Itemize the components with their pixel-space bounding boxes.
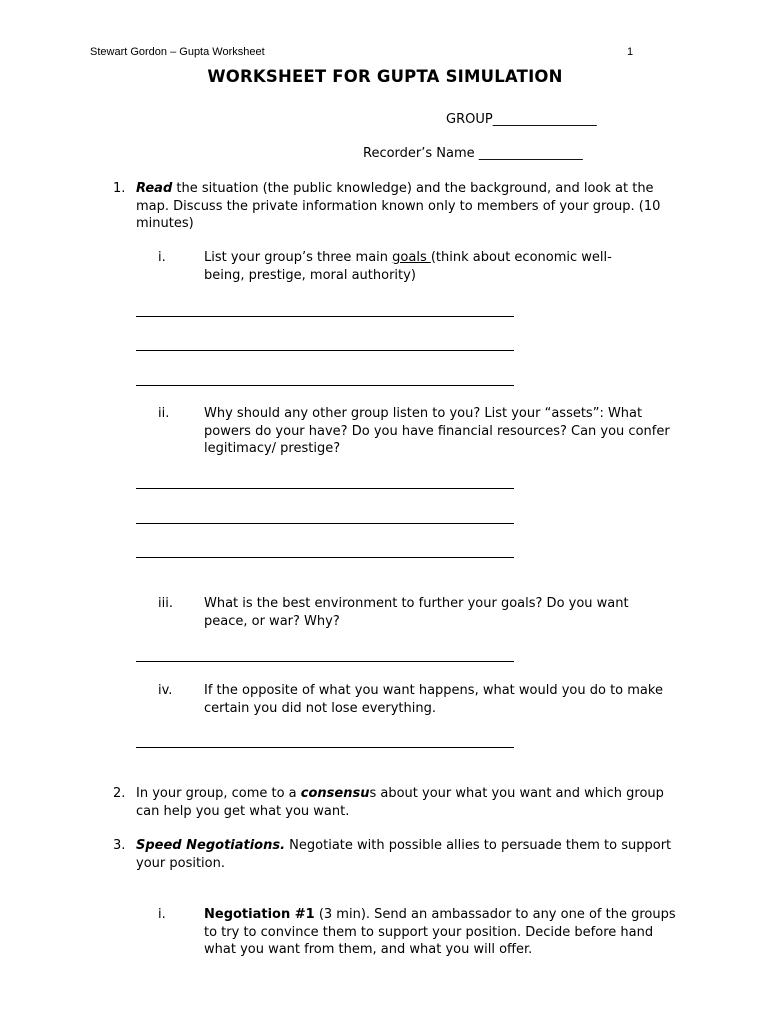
speed-negotiations-emphasis: Speed Negotiations. [136, 838, 286, 853]
recorder-field: Recorder’s Name ________________ [363, 146, 583, 161]
item-2-text [136, 785, 676, 820]
sub-item-i-before: List your group’s three main [204, 250, 393, 265]
answer-line[interactable] [136, 385, 514, 386]
item-number: 2. [113, 786, 126, 801]
item-1-bold-word: Read [136, 181, 173, 196]
sub-item-number: iv. [158, 683, 173, 698]
sub-item-number: i. [158, 907, 166, 922]
page-header: Stewart Gordon – Gupta Worksheet [90, 46, 265, 58]
negotiation-1-text [204, 906, 676, 959]
answer-line[interactable] [136, 488, 514, 489]
answer-line[interactable] [136, 350, 514, 351]
negotiation-1-label: Negotiation #1 [204, 907, 315, 922]
item-1-body: the situation (the public knowledge) and the background, and look at the map. Discuss the private information known only to members of your group. (10 minutes) [136, 181, 661, 231]
page-title: WORKSHEET FOR GUPTA SIMULATION [207, 67, 563, 86]
item-2-before: In your group, come to a [136, 786, 301, 801]
answer-line[interactable] [136, 661, 514, 662]
sub-item-number: i. [158, 250, 166, 265]
item-number: 3. [113, 838, 126, 853]
item-1-text [136, 180, 676, 233]
negotiation-1-body: (3 min). Send an ambassador to any one of the groups to try to convince them to support your position. Decide before hand what you want from them, and what you will offer. [204, 907, 676, 957]
answer-line[interactable] [136, 557, 514, 558]
sub-item-i-after: (think about economic well-being, prestige, moral authority) [204, 250, 612, 283]
item-2-after: s about your what you want and which group can help you get what you want. [136, 786, 664, 819]
consensus-emphasis: consensu [300, 786, 370, 801]
sub-item-number: ii. [158, 406, 170, 421]
item-3-after: Negotiate with possible allies to persuade them to support your position. [136, 838, 672, 871]
sub-item-number: iii. [158, 596, 173, 611]
answer-line[interactable] [136, 316, 514, 317]
page-number: 1 [627, 46, 634, 58]
item-3-text [136, 837, 676, 872]
sub-item-iv-text: If the opposite of what you want happens, what would you do to make certain you did not lose everything. [204, 683, 663, 716]
sub-item-i-text [204, 249, 649, 284]
answer-line[interactable] [136, 523, 514, 524]
sub-item-ii-text: Why should any other group listen to you? List your “assets”: What powers do your have? Do you have financial resources? Can you confer legitimacy/ prestige? [204, 406, 670, 456]
sub-item-iii-text: What is the best environment to further your goals? Do you want peace, or war? Why? [204, 596, 629, 629]
goals-underlined: goals [392, 250, 431, 265]
answer-line[interactable] [136, 747, 514, 748]
item-number: 1. [113, 181, 126, 196]
group-field: GROUP________________ [446, 112, 597, 127]
